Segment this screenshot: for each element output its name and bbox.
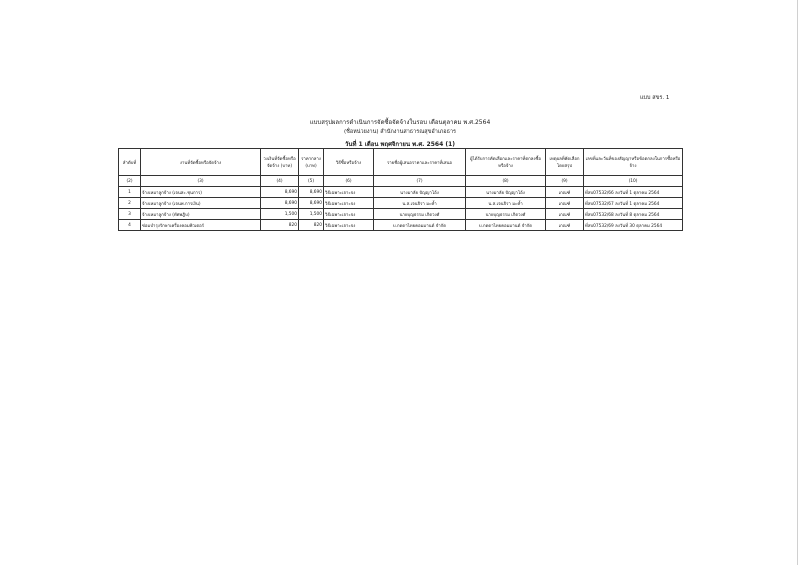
row-number: 4	[119, 220, 141, 231]
median-price: 8,690	[299, 198, 324, 209]
selected-vendor: นายบุญธรรม เกิดวงศ์	[466, 209, 546, 220]
procurement-method: วิธีเฉพาะเจาะจง	[324, 209, 374, 220]
col-number: (6)	[324, 176, 374, 187]
col-header: วิธีซื้อหรือจ้าง	[324, 149, 374, 176]
row-number: 1	[119, 187, 141, 198]
col-header: ลำดับที่	[119, 149, 141, 176]
median-price: 1,500	[299, 209, 324, 220]
bidders: น.ส.เจนจิรา มะค้ำ	[374, 198, 466, 209]
selected-vendor: น.ส.เจนจิรา มะค้ำ	[466, 198, 546, 209]
table-row	[119, 187, 683, 198]
procurement-item: ซ่อมบำรุงรักษาเครื่องคอมพิวเตอร์	[141, 220, 261, 231]
contract-reference: ที่สบ07532/69 ลงวันที่ 30 ตุลาคม 2564	[584, 220, 683, 231]
bidders: นายบุญธรรม เกิดวงศ์	[374, 209, 466, 220]
procurement-item: จ้างเหมาลูกจ้าง (ทัศพฎิบ)	[141, 209, 261, 220]
col-number: (10)	[584, 176, 683, 187]
col-number: (8)	[466, 176, 546, 187]
row-number: 2	[119, 198, 141, 209]
document-title: แบบสรุปผลการดำเนินการจัดซื้อจัดจ้างในรอบ เดือนตุลาคม พ.ศ.2564	[309, 119, 491, 126]
budget-amount: 820	[261, 220, 299, 231]
procurement-method: วิธีเฉพาะเจาะจง	[324, 187, 374, 198]
bidders: นางมาลัย ปัญญาโอ้ง	[374, 187, 466, 198]
col-header: รายชื่อผู้เสนอราคาและราคาที่เสนอ	[374, 149, 466, 176]
col-header: เหตุผลที่คัดเลือกโดยสรุป	[546, 149, 584, 176]
selection-reason: เกณฑ์	[546, 209, 584, 220]
col-number: (5)	[299, 176, 324, 187]
report-date: วันที่ 1 เดือน พฤศจิกายน พ.ศ. 2564 (1)	[345, 141, 455, 148]
agency-name: (ชื่อหน่วยงาน) สำนักงานสาธารณสุขอำเภอธาร	[343, 129, 457, 135]
col-number: (9)	[546, 176, 584, 187]
budget-amount: 8,690	[261, 187, 299, 198]
col-number: (2)	[119, 176, 141, 187]
median-price: 8,690	[299, 187, 324, 198]
selection-reason: เกณฑ์	[546, 187, 584, 198]
budget-amount: 8,690	[261, 198, 299, 209]
selected-vendor: บ.กดดาไทยคอมมานด์ จำกัด	[466, 220, 546, 231]
bidders: บ.กดดาไทยคอมมานด์ จำกัด	[374, 220, 466, 231]
page-edge	[797, 0, 798, 565]
contract-reference: ที่สบ07532/68 ลงวันที่ 8 ตุลาคม 2564	[584, 209, 683, 220]
selection-reason: เกณฑ์	[546, 198, 584, 209]
procurement-item: จ้างเหมาลูกจ้าง (เจนสะ.ชุนการ)	[141, 187, 261, 198]
col-number: (4)	[261, 176, 299, 187]
col-header: ผู้ได้รับการคัดเลือกและราคาที่ตกลงซื้อหรือจ้าง	[466, 149, 546, 176]
procurement-table	[118, 148, 683, 231]
col-number: (7)	[374, 176, 466, 187]
median-price: 820	[299, 220, 324, 231]
row-number: 3	[119, 209, 141, 220]
procurement-method: วิธีเฉพาะเจาะจง	[324, 220, 374, 231]
table-row	[119, 209, 683, 220]
selection-reason: เกณฑ์	[546, 220, 584, 231]
contract-reference: ที่สบ07532/66 ลงวันที่ 1 ตุลาคม 2564	[584, 187, 683, 198]
col-header: วงเงินที่จัดซื้อหรือจัดจ้าง (บาท)	[261, 149, 299, 176]
contract-reference: ที่สบ07532/67 ลงวันที่ 1 ตุลาคม 2564	[584, 198, 683, 209]
form-code: แบบ สขร. 1	[640, 95, 670, 101]
procurement-item: จ้างเหมาลูกจ้าง (เจนพ.การเงิน)	[141, 198, 261, 209]
selected-vendor: นางมาลัย ปัญญาโอ้ง	[466, 187, 546, 198]
table-header-row	[119, 149, 683, 176]
col-header: เลขที่และวันที่ของสัญญาหรือข้อตกลงในการซื้อหรือจ้าง	[584, 149, 683, 176]
column-number-row	[119, 176, 683, 187]
procurement-method: วิธีเฉพาะเจาะจง	[324, 198, 374, 209]
col-number: (3)	[141, 176, 261, 187]
col-header: งานที่จัดซื้อหรือจัดจ้าง	[141, 149, 261, 176]
table-row	[119, 220, 683, 231]
col-header: ราคากลาง (บาท)	[299, 149, 324, 176]
table-row	[119, 198, 683, 209]
budget-amount: 1,500	[261, 209, 299, 220]
